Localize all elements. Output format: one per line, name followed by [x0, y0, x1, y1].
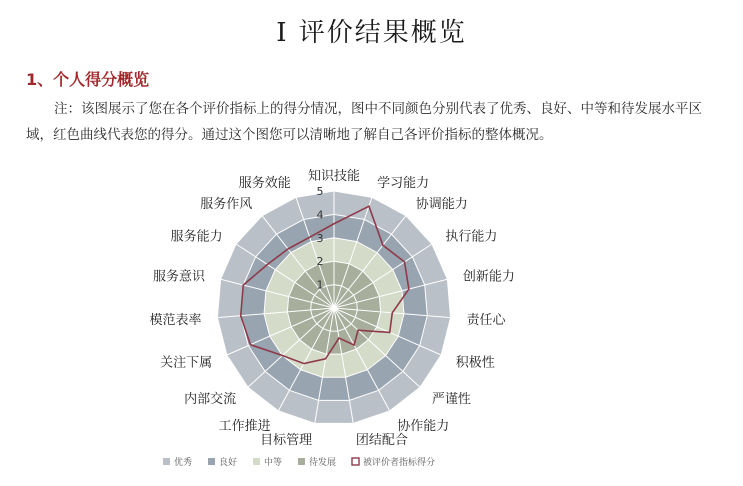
axis-label: 协作能力: [397, 418, 450, 434]
legend-label: 优秀: [174, 458, 193, 468]
axis-label: 关注下属: [160, 355, 213, 371]
axis-label: 服务能力: [170, 229, 223, 245]
page-title: I 评价结果概览: [276, 18, 467, 48]
legend-label: 待发展: [309, 458, 337, 468]
axis-label: 团结配合: [355, 433, 408, 449]
axis-label: 知识技能: [307, 169, 361, 184]
legend-swatch: [253, 458, 260, 465]
legend-swatch: [163, 458, 170, 465]
axis-label: 责任心: [466, 312, 506, 328]
axis-label: 严谨性: [431, 392, 471, 408]
legend-swatch: [352, 458, 359, 465]
legend-label: 被评价者指标得分: [363, 458, 436, 468]
tick-label: 4: [316, 208, 324, 222]
tick-label: 2: [316, 255, 324, 269]
axis-label: 积极性: [455, 355, 495, 371]
axis-label: 服务意识: [153, 269, 206, 285]
legend-label: 良好: [219, 458, 238, 468]
axis-label: 服务作风: [200, 197, 253, 213]
axis-label: 目标管理: [260, 433, 313, 449]
axis-label: 内部交流: [184, 392, 237, 408]
axis-label: 学习能力: [377, 176, 430, 192]
tick-label: 3: [316, 231, 324, 245]
axis-label: 创新能力: [462, 269, 515, 285]
axis-label: 执行能力: [445, 229, 498, 245]
axis-label: 协调能力: [415, 197, 468, 213]
axis-label: 服务效能: [238, 176, 291, 192]
legend: [163, 456, 435, 468]
chart-note: 注：该图展示了您在各个评价指标上的得分情况，图中不同颜色分别代表了优秀、良好、中等和待发展水平区域，红色曲线代表您的得分。通过这个图您可以清晰地了解自己各评价指标的整体概况。: [26, 101, 702, 143]
axis-label: 模范表率: [149, 312, 202, 328]
section-heading: 1、个人得分概览: [26, 70, 150, 89]
legend-swatch: [298, 458, 305, 465]
tick-label: 5: [316, 185, 324, 198]
tick-label: 1: [316, 278, 324, 292]
axis-label: 工作推进: [218, 418, 271, 434]
legend-label: 中等: [264, 458, 283, 468]
legend-swatch: [208, 458, 215, 465]
